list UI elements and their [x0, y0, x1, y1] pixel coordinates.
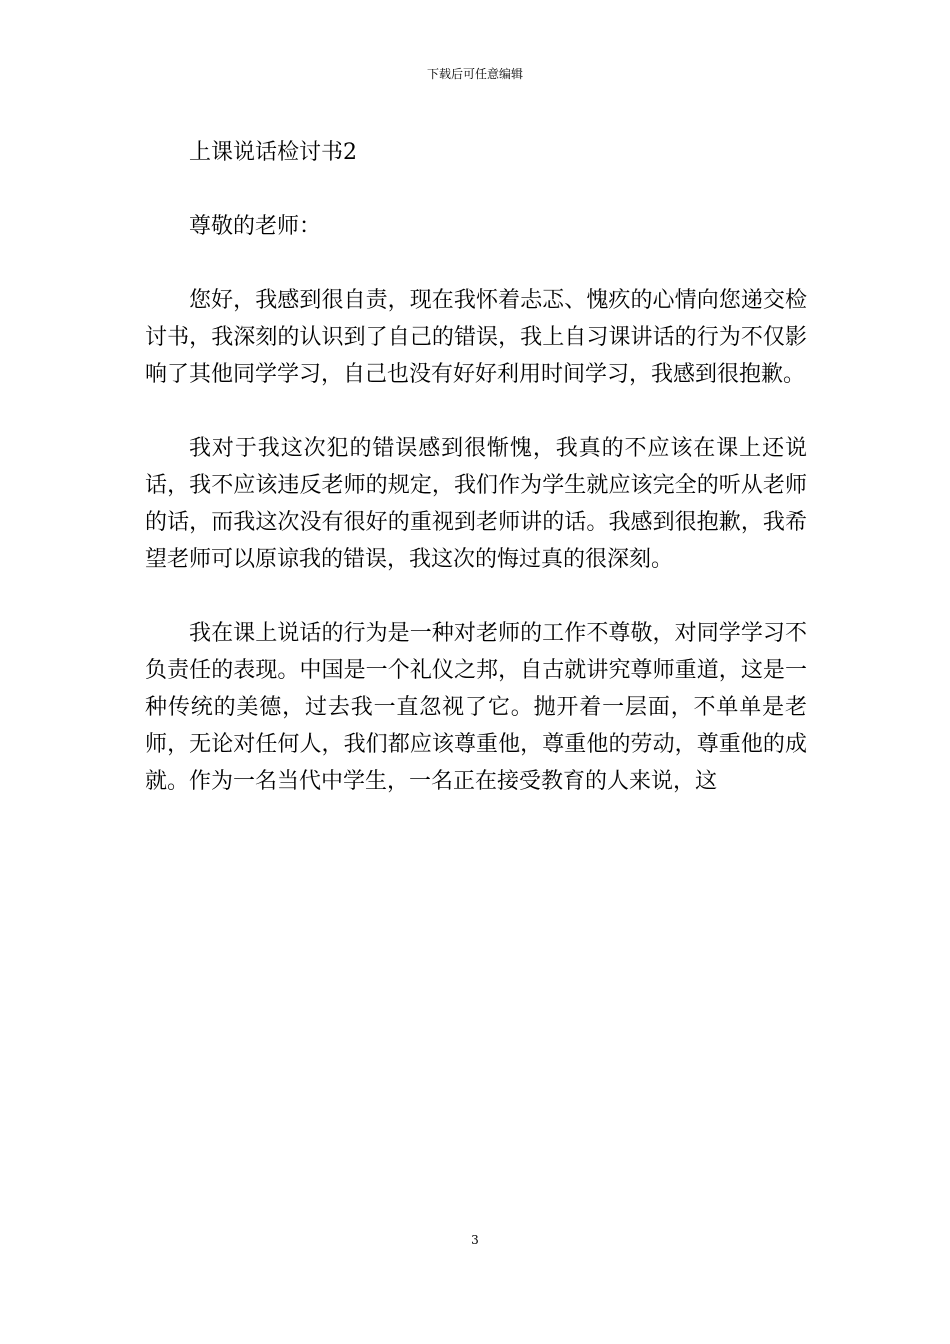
paragraph-3: 我在课上说话的行为是一种对老师的工作不尊敬，对同学学习不负责任的表现。中国是一个礼仪之邦，自古就讲究尊师重道，这是一种传统的美德，过去我一直忽视了它。抛开着一层面，不单单是老师，无论对任何人，我们都应该尊重他，尊重他的劳动，尊重他的成就。作为一名当代中学生，一名正在接受教育的人来说，这 — [145, 621, 807, 794]
document-body — [145, 134, 807, 800]
paragraph-2: 我对于我这次犯的错误感到很惭愧，我真的不应该在课上还说话，我不应该违反老师的规定，我们作为学生就应该完全的听从老师的话，而我这次没有很好的重视到老师讲的话。我感到很抱歉，我希望老师可以原谅我的错误，我这次的悔过真的很深刻。 — [145, 436, 807, 572]
document-title: 上课说话检讨书2 — [189, 140, 357, 165]
page-header: 下载后可任意编辑 — [426, 67, 523, 81]
page-number: 3 — [471, 1233, 479, 1247]
paragraph-1: 您好，我感到很自责，现在我怀着忐忑、愧疚的心情向您递交检讨书，我深刻的认识到了自己的错误，我上自习课讲话的行为不仅影响了其他同学学习，自己也没有好好利用时间学习，我感到很抱歉。 — [145, 288, 807, 387]
greeting: 尊敬的老师： — [189, 214, 322, 239]
